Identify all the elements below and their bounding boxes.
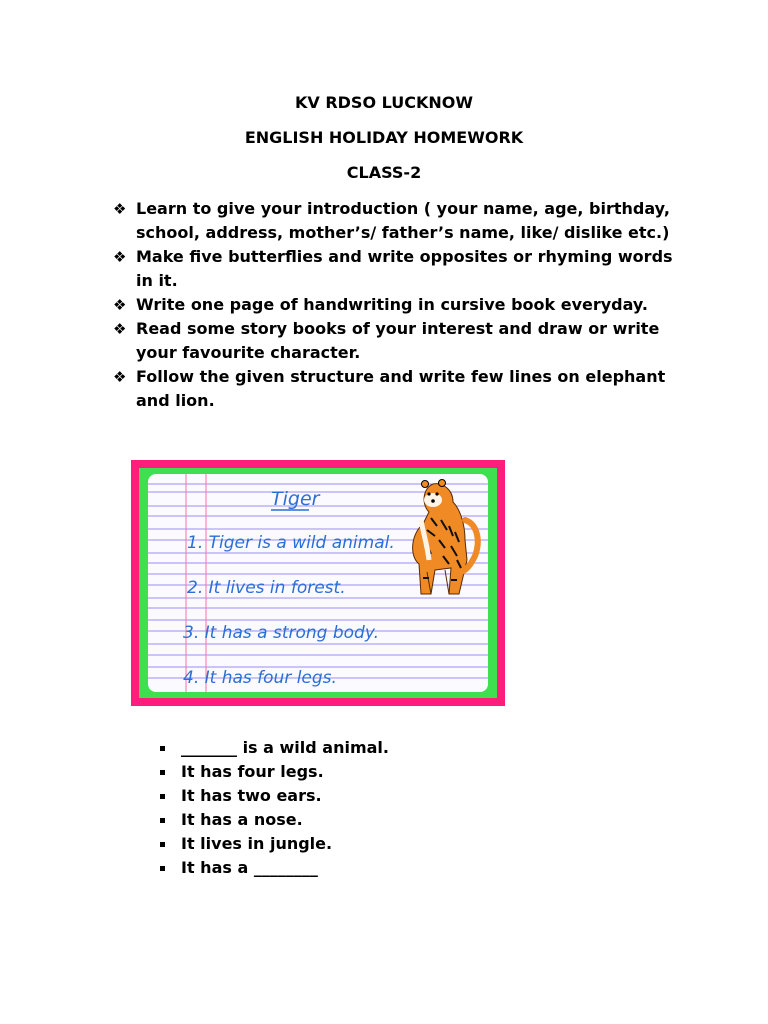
task-text: Read some story books of your interest and draw or write your favourite character.: [136, 319, 660, 362]
card-line: 2. It lives in forest.: [187, 578, 346, 598]
task-item: [113, 197, 673, 245]
square-bullet-icon: [160, 818, 165, 823]
structure-text: It has a ________: [181, 858, 318, 877]
structure-item: [157, 856, 389, 880]
structure-item: [157, 832, 389, 856]
diamond-bullet-icon: ❖: [113, 368, 127, 386]
diamond-bullet-icon: ❖: [113, 320, 127, 338]
structure-text: It has four legs.: [181, 762, 324, 781]
structure-text: _______ is a wild animal.: [181, 738, 389, 757]
homework-title: ENGLISH HOLIDAY HOMEWORK: [244, 128, 524, 147]
card-line: 3. It has a strong body.: [183, 623, 379, 643]
structure-item: [157, 736, 389, 760]
diamond-bullet-icon: ❖: [113, 200, 127, 218]
task-text: Make five butterflies and write opposites or rhyming words in it.: [136, 247, 673, 290]
structure-text: It has a nose.: [181, 810, 303, 829]
task-item: [113, 293, 673, 317]
card-line: 4. It has four legs.: [183, 668, 337, 688]
diamond-bullet-icon: ❖: [113, 296, 127, 314]
square-bullet-icon: [160, 866, 165, 871]
card-title: Tiger: [271, 488, 320, 510]
structure-item: [157, 808, 389, 832]
task-item: [113, 317, 673, 365]
task-text: Learn to give your introduction ( your name, age, birthday, school, address, mother’s/ father’s name, like/ dislike etc.): [136, 199, 670, 242]
square-bullet-icon: [160, 770, 165, 775]
square-bullet-icon: [160, 794, 165, 799]
school-name: KV RDSO LUCKNOW: [294, 93, 474, 112]
task-item: [113, 365, 673, 413]
structure-list: [157, 736, 389, 880]
structure-text: It has two ears.: [181, 786, 322, 805]
tiger-example-image: [131, 460, 505, 706]
square-bullet-icon: [160, 746, 165, 751]
task-list: [113, 197, 673, 413]
structure-item: [157, 760, 389, 784]
task-item: [113, 245, 673, 293]
diamond-bullet-icon: ❖: [113, 248, 127, 266]
class-label: CLASS-2: [346, 163, 422, 182]
card-line: 1. Tiger is a wild animal.: [187, 533, 395, 553]
task-text: Write one page of handwriting in cursive book everyday.: [136, 295, 648, 314]
square-bullet-icon: [160, 842, 165, 847]
task-text: Follow the given structure and write few lines on elephant and lion.: [136, 367, 666, 410]
structure-text: It lives in jungle.: [181, 834, 333, 853]
structure-item: [157, 784, 389, 808]
